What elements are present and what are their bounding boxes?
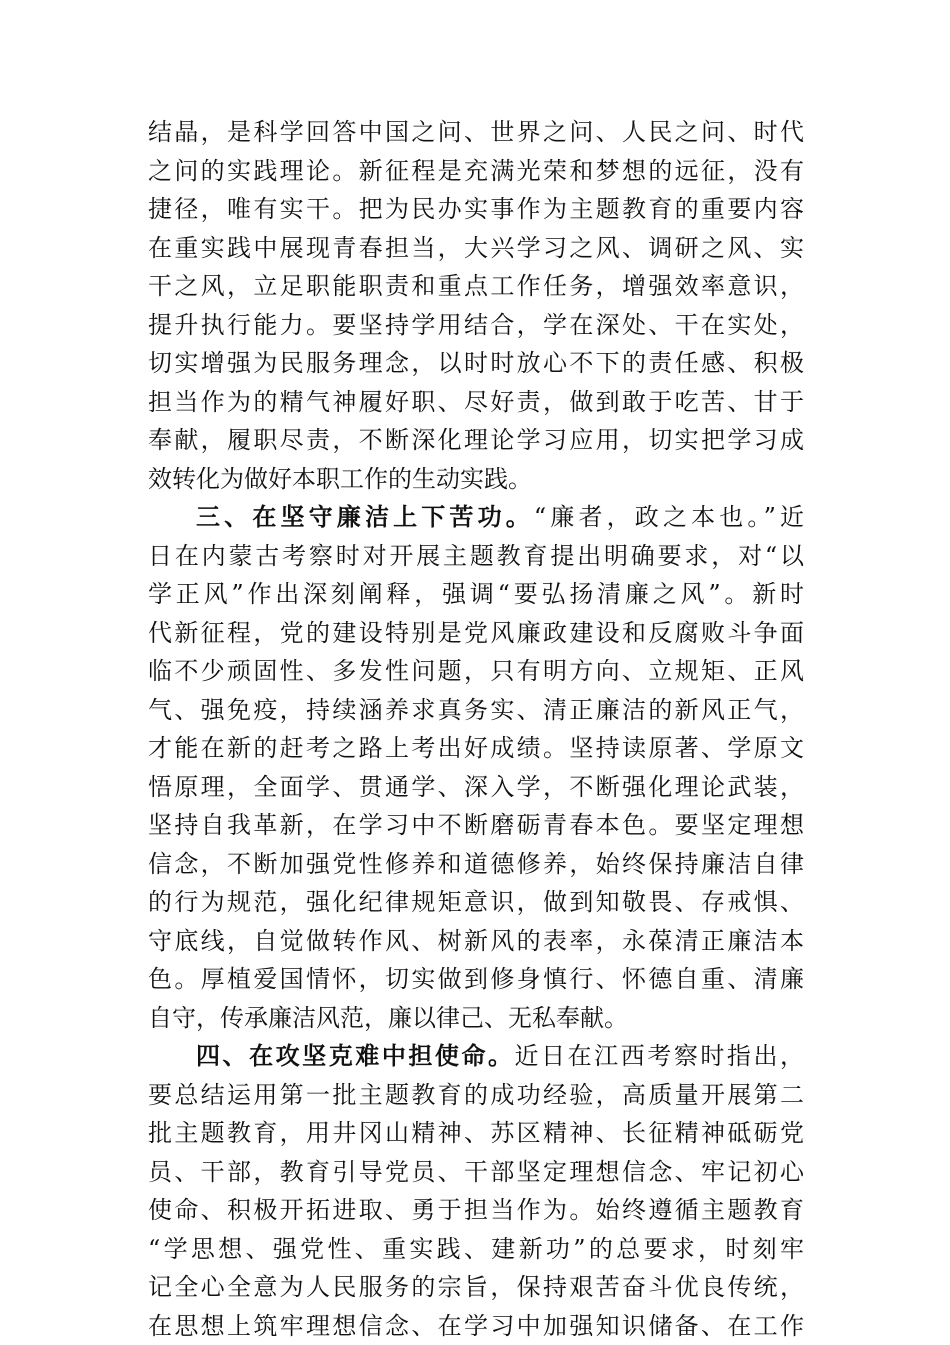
- text-run: 近日在江西考察时指出，: [515, 1042, 804, 1070]
- text-line: 信念，不断加强党性修养和道德修养，始终保持廉洁自律: [148, 845, 804, 884]
- text-line: “学思想、强党性、重实践、建新功”的总要求，时刻牢: [148, 1230, 804, 1269]
- section-heading-4: 四、在攻坚克难中担使命。: [196, 1041, 515, 1070]
- text-line: 临不少顽固性、多发性问题，只有明方向、立规矩、正风: [148, 652, 804, 691]
- text-line: 记全心全意为人民服务的宗旨，保持艰苦奋斗优良传统，: [148, 1268, 804, 1307]
- text-line: 员、干部，教育引导党员、干部坚定理想信念、牢记初心: [148, 1153, 804, 1192]
- text-line: 才能在新的赶考之路上考出好成绩。坚持读原著、学原文: [148, 729, 804, 768]
- text-line: 色。厚植爱国情怀，切实做到修身慎行、怀德自重、清廉: [148, 960, 804, 999]
- text-line: 之问的实践理论。新征程是充满光荣和梦想的远征，没有: [148, 152, 804, 191]
- text-line: 守底线，自觉做转作风、树新风的表率，永葆清正廉洁本: [148, 922, 804, 961]
- text-line: 结晶，是科学回答中国之问、世界之问、人民之问、时代: [148, 113, 804, 152]
- section-heading-3: 三、在坚守廉洁上下苦功。: [196, 502, 534, 531]
- text-line: 效转化为做好本职工作的生动实践。: [148, 460, 804, 499]
- paragraph-1: [148, 113, 804, 498]
- text-line: 代新征程，党的建设特别是党风廉政建设和反腐败斗争面: [148, 614, 804, 653]
- text-line: 提升执行能力。要坚持学用结合，学在深处、干在实处，: [148, 306, 804, 345]
- text-line: 的行为规范，强化纪律规矩意识，做到知敬畏、存戒惧、: [148, 883, 804, 922]
- text-line: 切实增强为民服务理念，以时时放心不下的责任感、积极: [148, 344, 804, 383]
- paragraph-3: [148, 1037, 804, 1345]
- text-line: 悟原理，全面学、贯通学、深入学，不断强化理论武装，: [148, 768, 804, 807]
- text-line: 坚持自我革新，在学习中不断磨砺青春本色。要坚定理想: [148, 806, 804, 845]
- text-line: 干之风，立足职能职责和重点工作任务，增强效率意识，: [148, 267, 804, 306]
- text-line: 要总结运用第一批主题教育的成功经验，高质量开展第二: [148, 1076, 804, 1115]
- text-line: 批主题教育，用井冈山精神、苏区精神、长征精神砥砺党: [148, 1114, 804, 1153]
- paragraph-2: [148, 498, 804, 1037]
- document-page: [148, 113, 804, 1345]
- text-line: 自守，传承廉洁风范，廉以律己、无私奉献。: [148, 999, 804, 1038]
- text-line: 日在内蒙古考察时对开展主题教育提出明确要求，对“以: [148, 537, 804, 576]
- text-line-first: [148, 1037, 804, 1076]
- text-line: 奉献，履职尽责，不断深化理论学习应用，切实把学习成: [148, 421, 804, 460]
- text-line-first: [148, 498, 804, 537]
- text-line: 学正风”作出深刻阐释，强调“要弘扬清廉之风”。新时: [148, 575, 804, 614]
- text-line: 担当作为的精气神履好职、尽好责，做到敢于吃苦、甘于: [148, 383, 804, 422]
- text-line: 捷径，唯有实干。把为民办实事作为主题教育的重要内容: [148, 190, 804, 229]
- text-line: 在重实践中展现青春担当，大兴学习之风、调研之风、实: [148, 229, 804, 268]
- text-line: 使命、积极开拓进取、勇于担当作为。始终遵循主题教育: [148, 1191, 804, 1230]
- text-line: 气、强免疫，持续涵养求真务实、清正廉洁的新风正气，: [148, 691, 804, 730]
- text-line: 在思想上筑牢理想信念、在学习中加强知识储备、在工作: [148, 1307, 804, 1345]
- text-run: “廉者，政之本也。”近: [534, 503, 804, 531]
